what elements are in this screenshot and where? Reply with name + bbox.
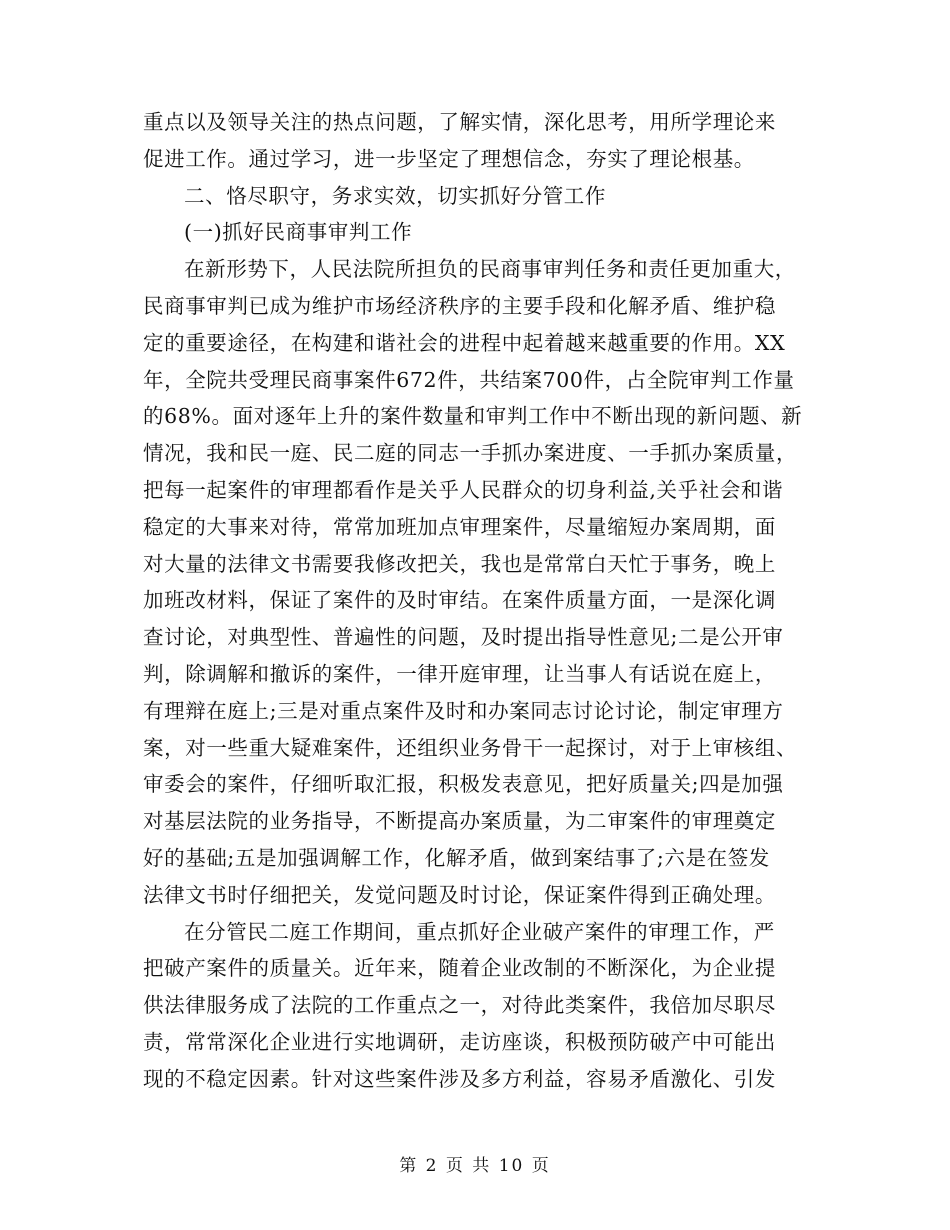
body-line: 民商事审判已成为维护市场经济秩序的主要手段和化解矛盾、维护稳	[143, 293, 776, 318]
body-line: 案，对一些重大疑难案件，还组织业务骨干一起探讨，对于上审核组、	[143, 735, 798, 760]
body-line: 审委会的案件，仔细听取汇报，积极发表意见，把好质量关;四是加强	[143, 772, 784, 797]
body-line: 稳定的大事来对待，常常加班加点审理案件，尽量缩短办案周期，面	[143, 514, 776, 539]
body-line: 供法律服务成了法院的工作重点之一，对待此类案件，我倍加尽职尽	[143, 993, 776, 1018]
body-line: 好的基础;五是加强调解工作，化解矛盾，做到案结事了;六是在签发	[143, 845, 770, 870]
subsection-heading: (一)抓好民商事审判工作	[184, 220, 413, 245]
body-line: 把破产案件的质量关。近年来，随着企业改制的不断深化，为企业提	[143, 956, 776, 981]
body-line: 现的不稳定因素。针对这些案件涉及多方利益，容易矛盾激化、引发	[143, 1066, 776, 1091]
body-line: 的68%。面对逐年上升的案件数量和审判工作中不断出现的新问题、新	[143, 404, 803, 429]
paragraph-start-line: 在分管民二庭工作期间，重点抓好企业破产案件的审理工作，严	[184, 919, 775, 944]
page-footer	[0, 1151, 950, 1176]
body-line: 重点以及领导关注的热点问题，了解实情，深化思考，用所学理论来	[143, 110, 776, 134]
body-line: 促进工作。通过学习，进一步坚定了理想信念，夯实了理论根基。	[143, 146, 755, 171]
body-line: 把每一起案件的审理都看作是关乎人民群众的切身利益,关乎社会和谐	[143, 477, 784, 502]
body-line: 有理辩在庭上;三是对重点案件及时和办案同志讨论讨论，制定审理方	[143, 698, 784, 723]
document-body	[143, 104, 808, 1098]
body-line: 法律文书时仔细把关，发觉问题及时讨论，保证案件得到正确处理。	[143, 882, 776, 907]
body-line: 对大量的法律文书需要我修改把关，我也是常常白天忙于事务，晚上	[143, 551, 776, 576]
page-number: 第 2 页 共 10 页	[399, 1156, 551, 1176]
body-line: 定的重要途径，在构建和谐社会的进程中起着越来越重要的作用。XX	[143, 330, 786, 355]
body-line: 年，全院共受理民商事案件672件，共结案700件，占全院审判工作量	[143, 367, 795, 392]
body-line: 加班改材料，保证了案件的及时审结。在案件质量方面，一是深化调	[143, 588, 776, 613]
body-line: 判，除调解和撤诉的案件，一律开庭审理，让当事人有话说在庭上，	[143, 661, 776, 686]
paragraph-start-line: 在新形势下，人民法院所担负的民商事审判任务和责任更加重大，	[184, 257, 796, 282]
body-line: 对基层法院的业务指导，不断提高办案质量，为二审案件的审理奠定	[143, 809, 776, 834]
body-line: 查讨论，对典型性、普遍性的问题，及时提出指导性意见;二是公开审	[143, 625, 784, 650]
body-line: 情况，我和民一庭、民二庭的同志一手抓办案进度、一手抓办案质量，	[143, 441, 798, 466]
body-line: 责，常常深化企业进行实地调研，走访座谈，积极预防破产中可能出	[143, 1029, 776, 1054]
section-heading: 二、恪尽职守，务求实效，切实抓好分管工作	[184, 183, 606, 208]
